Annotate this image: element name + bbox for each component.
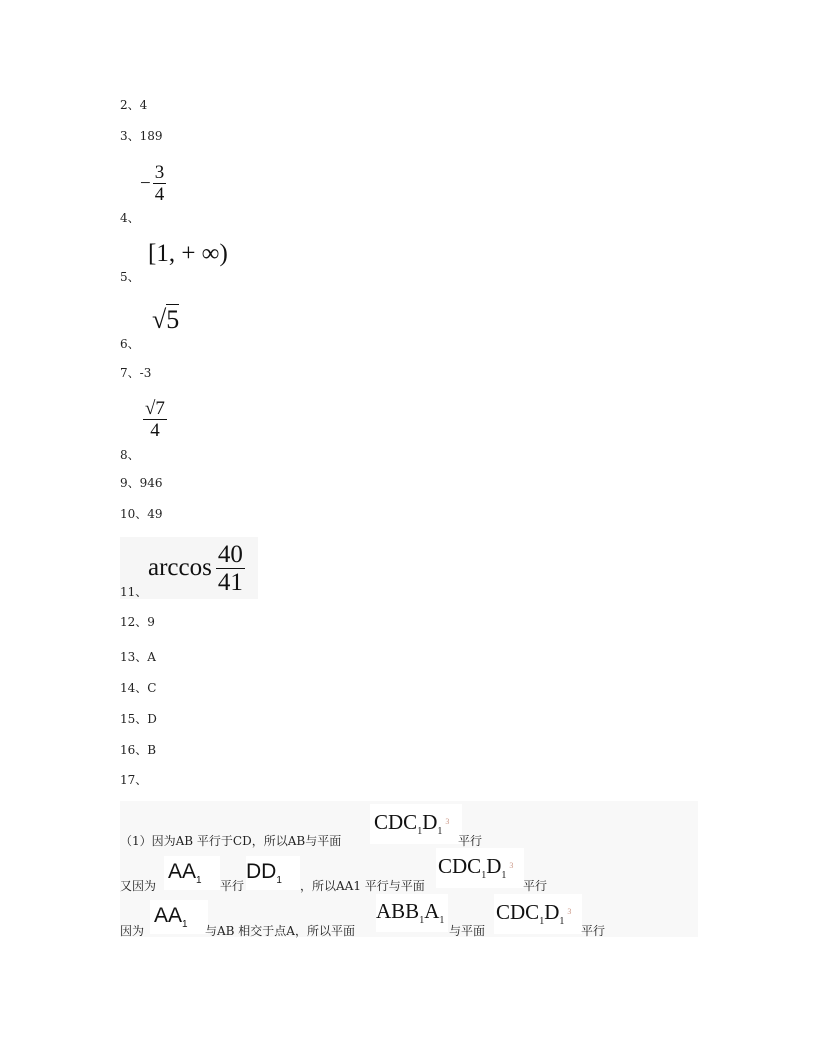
formula-part: CDC (374, 810, 418, 834)
proof-line-1-tail: 平行 (458, 834, 483, 848)
segment-aa1-formula-2 (150, 900, 208, 934)
proof-line-3-head: 因为 (120, 924, 145, 938)
answer-16: 16、B (120, 743, 157, 757)
formula-part: CDC (438, 854, 482, 878)
subscript: 1 (182, 919, 188, 931)
subscript: 1 (559, 916, 565, 928)
footnote-mark: 3 (509, 861, 514, 870)
fraction (153, 163, 167, 204)
answer-17: 17、 (120, 773, 148, 787)
proof-line-3-mid2: 与平面 (449, 924, 486, 938)
footnote-mark: 3 (567, 907, 572, 916)
proof-line-3-mid: 与AB 相交于点A，所以平面 (205, 924, 355, 938)
plane-cdc1d1-formula-3 (494, 894, 582, 934)
footnote-mark: 3 (445, 817, 450, 826)
answer-15: 15、D (120, 712, 157, 726)
subscript: 1 (276, 875, 282, 887)
numerator: √7 (145, 398, 165, 419)
denominator: 4 (150, 420, 160, 441)
formula-part: CDC (496, 900, 540, 924)
segment-dd1-formula (246, 856, 300, 890)
subscript: 1 (501, 870, 507, 882)
subscript: 1 (419, 915, 425, 927)
answer-10: 10、49 (120, 507, 163, 521)
radical-sign: √ (152, 305, 167, 334)
denominator: 41 (217, 568, 243, 596)
answer-14: 14、C (120, 681, 157, 695)
subscript: 1 (437, 826, 443, 838)
answer-11-label: 11、 (120, 585, 148, 599)
subscript: 1 (196, 875, 202, 887)
proof-line-2-head: 又因为 (120, 879, 157, 893)
formula-part: D (486, 854, 502, 878)
subscript: 1 (481, 870, 487, 882)
plane-abb1a1-formula (376, 894, 448, 932)
plane-cdc1d1-formula (370, 804, 462, 844)
subscript: 1 (417, 826, 423, 838)
numerator: 3 (154, 162, 165, 183)
arccos-function: arccos (148, 554, 212, 581)
fraction (216, 542, 245, 595)
answer-13: 13、A (120, 650, 156, 664)
denominator: 4 (154, 184, 165, 205)
proof-line-2-mid2: ，所以AA1 平行与平面 (300, 879, 425, 893)
answer-4-label: 4、 (120, 211, 140, 225)
radicand: 5 (166, 305, 180, 334)
answer-2: 2、4 (120, 98, 148, 112)
formula-part: A (424, 899, 440, 923)
answer-7: 7、-3 (120, 366, 152, 380)
formula-part: D (422, 810, 438, 834)
fraction (143, 399, 167, 440)
proof-line-3-tail: 平行 (581, 924, 606, 938)
formula-part: DD (246, 860, 277, 883)
proof-line-1-text: （1）因为AB 平行于CD，所以AB与平面 (120, 834, 342, 848)
answer-9: 9、946 (120, 476, 163, 490)
formula-part: AA (154, 904, 183, 927)
answer-6-math (152, 305, 179, 335)
answer-5-label: 5、 (120, 270, 140, 284)
answer-3: 3、189 (120, 129, 163, 143)
answer-11-math (148, 538, 245, 598)
plane-cdc1d1-formula-2 (436, 848, 524, 888)
subscript: 1 (439, 915, 445, 927)
formula-part: D (544, 900, 560, 924)
answer-12: 12、9 (120, 615, 155, 629)
formula-part: AA (168, 860, 197, 883)
answer-5-math: [1, + ∞) (148, 240, 228, 267)
answer-8-label: 8、 (120, 448, 140, 462)
subscript: 1 (539, 916, 545, 928)
answer-8-math (143, 398, 167, 440)
segment-aa1-formula (164, 856, 220, 890)
minus-sign: − (140, 172, 151, 194)
answer-4-math (140, 163, 166, 204)
formula-part: ABB (376, 899, 420, 923)
numerator: 40 (217, 540, 243, 568)
proof-line-2-mid: 平行 (220, 879, 245, 893)
answer-6-label: 6、 (120, 337, 140, 351)
proof-line-2-tail: 平行 (523, 879, 548, 893)
